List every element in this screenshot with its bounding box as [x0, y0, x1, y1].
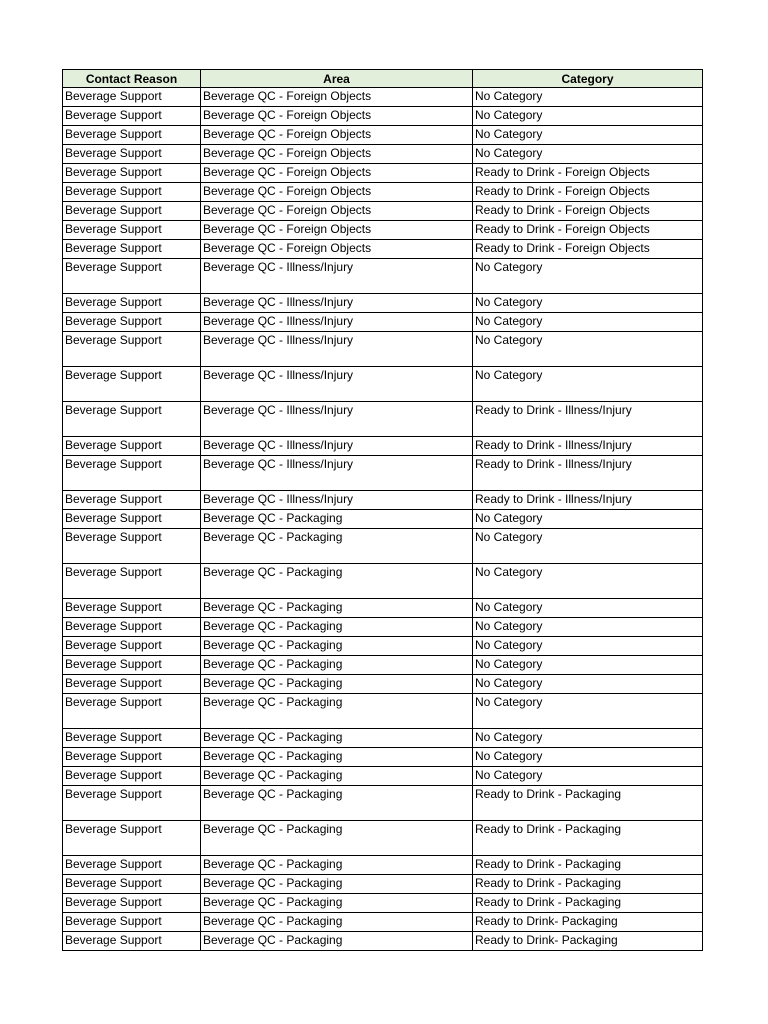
area-cell: Beverage QC - Packaging	[201, 821, 473, 856]
table-row	[63, 164, 703, 183]
category-cell: No Category	[473, 694, 703, 729]
area-cell: Beverage QC - Illness/Injury	[201, 313, 473, 332]
category-cell: Ready to Drink - Packaging	[473, 821, 703, 856]
category-cell: Ready to Drink - Packaging	[473, 786, 703, 821]
area-cell: Beverage QC - Foreign Objects	[201, 126, 473, 145]
table-row	[63, 402, 703, 437]
area-cell: Beverage QC - Illness/Injury	[201, 259, 473, 294]
contact-reason-cell: Beverage Support	[63, 932, 201, 951]
category-cell: No Category	[473, 259, 703, 294]
category-cell: Ready to Drink - Foreign Objects	[473, 240, 703, 259]
contact-reason-cell: Beverage Support	[63, 202, 201, 221]
header-area: Area	[201, 70, 473, 88]
table-row	[63, 367, 703, 402]
contact-reason-cell: Beverage Support	[63, 510, 201, 529]
contact-reason-cell: Beverage Support	[63, 164, 201, 183]
table-row	[63, 491, 703, 510]
category-cell: No Category	[473, 107, 703, 126]
contact-reason-cell: Beverage Support	[63, 767, 201, 786]
category-cell: Ready to Drink - Packaging	[473, 875, 703, 894]
table-body	[63, 88, 703, 951]
category-cell: No Category	[473, 367, 703, 402]
area-cell: Beverage QC - Packaging	[201, 875, 473, 894]
table-row	[63, 637, 703, 656]
area-cell: Beverage QC - Packaging	[201, 932, 473, 951]
contact-reason-cell: Beverage Support	[63, 748, 201, 767]
area-cell: Beverage QC - Foreign Objects	[201, 107, 473, 126]
contact-reason-cell: Beverage Support	[63, 88, 201, 107]
area-cell: Beverage QC - Foreign Objects	[201, 221, 473, 240]
category-cell: No Category	[473, 748, 703, 767]
table-row	[63, 126, 703, 145]
area-cell: Beverage QC - Packaging	[201, 694, 473, 729]
area-cell: Beverage QC - Foreign Objects	[201, 145, 473, 164]
category-cell: No Category	[473, 675, 703, 694]
table-row	[63, 437, 703, 456]
table-row	[63, 767, 703, 786]
contact-reason-cell: Beverage Support	[63, 367, 201, 402]
table-row	[63, 240, 703, 259]
area-cell: Beverage QC - Packaging	[201, 637, 473, 656]
table-row	[63, 821, 703, 856]
table-row	[63, 510, 703, 529]
category-cell: Ready to Drink - Illness/Injury	[473, 491, 703, 510]
contact-reason-cell: Beverage Support	[63, 637, 201, 656]
contact-reason-cell: Beverage Support	[63, 786, 201, 821]
table-row	[63, 694, 703, 729]
contact-reason-cell: Beverage Support	[63, 240, 201, 259]
category-cell: No Category	[473, 618, 703, 637]
table-row	[63, 145, 703, 164]
area-cell: Beverage QC - Illness/Injury	[201, 294, 473, 313]
area-cell: Beverage QC - Foreign Objects	[201, 164, 473, 183]
table-row	[63, 88, 703, 107]
table-row	[63, 856, 703, 875]
table-row	[63, 202, 703, 221]
contact-reason-cell: Beverage Support	[63, 656, 201, 675]
contact-reason-cell: Beverage Support	[63, 875, 201, 894]
contact-reason-cell: Beverage Support	[63, 221, 201, 240]
contact-reason-cell: Beverage Support	[63, 313, 201, 332]
category-cell: No Category	[473, 510, 703, 529]
category-cell: No Category	[473, 767, 703, 786]
category-cell: No Category	[473, 88, 703, 107]
area-cell: Beverage QC - Packaging	[201, 856, 473, 875]
table-row	[63, 618, 703, 637]
contact-reason-cell: Beverage Support	[63, 107, 201, 126]
contact-reason-cell: Beverage Support	[63, 145, 201, 164]
table-row	[63, 107, 703, 126]
category-cell: No Category	[473, 637, 703, 656]
contact-reason-cell: Beverage Support	[63, 437, 201, 456]
area-cell: Beverage QC - Packaging	[201, 675, 473, 694]
area-cell: Beverage QC - Packaging	[201, 656, 473, 675]
table-row	[63, 259, 703, 294]
table-row	[63, 529, 703, 564]
contact-reason-cell: Beverage Support	[63, 564, 201, 599]
category-cell: Ready to Drink - Packaging	[473, 894, 703, 913]
table-row	[63, 786, 703, 821]
contact-reason-cell: Beverage Support	[63, 259, 201, 294]
contact-reason-cell: Beverage Support	[63, 183, 201, 202]
header-row	[63, 70, 703, 88]
table-row	[63, 748, 703, 767]
category-cell: Ready to Drink - Foreign Objects	[473, 202, 703, 221]
table-row	[63, 564, 703, 599]
category-cell: No Category	[473, 656, 703, 675]
category-cell: No Category	[473, 145, 703, 164]
table-row	[63, 221, 703, 240]
contact-reason-cell: Beverage Support	[63, 856, 201, 875]
contact-reason-cell: Beverage Support	[63, 529, 201, 564]
category-cell: No Category	[473, 313, 703, 332]
area-cell: Beverage QC - Packaging	[201, 894, 473, 913]
category-cell: Ready to Drink- Packaging	[473, 913, 703, 932]
category-cell: No Category	[473, 332, 703, 367]
category-cell: No Category	[473, 529, 703, 564]
category-cell: Ready to Drink - Foreign Objects	[473, 221, 703, 240]
table-row	[63, 656, 703, 675]
contact-reason-cell: Beverage Support	[63, 456, 201, 491]
area-cell: Beverage QC - Packaging	[201, 748, 473, 767]
contact-reason-cell: Beverage Support	[63, 694, 201, 729]
table-row	[63, 675, 703, 694]
data-table	[62, 69, 703, 951]
category-cell: Ready to Drink - Illness/Injury	[473, 402, 703, 437]
area-cell: Beverage QC - Foreign Objects	[201, 240, 473, 259]
category-cell: Ready to Drink - Illness/Injury	[473, 437, 703, 456]
category-cell: Ready to Drink- Packaging	[473, 932, 703, 951]
area-cell: Beverage QC - Packaging	[201, 599, 473, 618]
contact-reason-cell: Beverage Support	[63, 332, 201, 367]
category-cell: No Category	[473, 599, 703, 618]
table-row	[63, 875, 703, 894]
area-cell: Beverage QC - Packaging	[201, 767, 473, 786]
area-cell: Beverage QC - Packaging	[201, 564, 473, 599]
table-row	[63, 932, 703, 951]
area-cell: Beverage QC - Illness/Injury	[201, 402, 473, 437]
area-cell: Beverage QC - Packaging	[201, 510, 473, 529]
table-row	[63, 332, 703, 367]
contact-reason-cell: Beverage Support	[63, 821, 201, 856]
table-row	[63, 294, 703, 313]
table-row	[63, 456, 703, 491]
contact-reason-cell: Beverage Support	[63, 402, 201, 437]
category-cell: No Category	[473, 294, 703, 313]
contact-reason-cell: Beverage Support	[63, 675, 201, 694]
table-row	[63, 599, 703, 618]
category-cell: Ready to Drink - Illness/Injury	[473, 456, 703, 491]
category-cell: No Category	[473, 126, 703, 145]
table-row	[63, 894, 703, 913]
table-row	[63, 313, 703, 332]
category-cell: Ready to Drink - Packaging	[473, 856, 703, 875]
area-cell: Beverage QC - Foreign Objects	[201, 183, 473, 202]
area-cell: Beverage QC - Packaging	[201, 729, 473, 748]
table-row	[63, 913, 703, 932]
contact-reason-cell: Beverage Support	[63, 913, 201, 932]
area-cell: Beverage QC - Foreign Objects	[201, 88, 473, 107]
contact-reason-cell: Beverage Support	[63, 618, 201, 637]
header-contact-reason: Contact Reason	[63, 70, 201, 88]
contact-reason-cell: Beverage Support	[63, 491, 201, 510]
contact-reason-cell: Beverage Support	[63, 294, 201, 313]
area-cell: Beverage QC - Illness/Injury	[201, 367, 473, 402]
area-cell: Beverage QC - Foreign Objects	[201, 202, 473, 221]
area-cell: Beverage QC - Packaging	[201, 786, 473, 821]
table-row	[63, 183, 703, 202]
header-category: Category	[473, 70, 703, 88]
area-cell: Beverage QC - Packaging	[201, 529, 473, 564]
contact-reason-cell: Beverage Support	[63, 894, 201, 913]
category-cell: Ready to Drink - Foreign Objects	[473, 164, 703, 183]
category-cell: Ready to Drink - Foreign Objects	[473, 183, 703, 202]
category-cell: No Category	[473, 729, 703, 748]
category-cell: No Category	[473, 564, 703, 599]
contact-reason-cell: Beverage Support	[63, 599, 201, 618]
area-cell: Beverage QC - Packaging	[201, 913, 473, 932]
contact-reason-cell: Beverage Support	[63, 729, 201, 748]
area-cell: Beverage QC - Packaging	[201, 618, 473, 637]
area-cell: Beverage QC - Illness/Injury	[201, 332, 473, 367]
area-cell: Beverage QC - Illness/Injury	[201, 437, 473, 456]
area-cell: Beverage QC - Illness/Injury	[201, 456, 473, 491]
area-cell: Beverage QC - Illness/Injury	[201, 491, 473, 510]
contact-reason-cell: Beverage Support	[63, 126, 201, 145]
table-row	[63, 729, 703, 748]
